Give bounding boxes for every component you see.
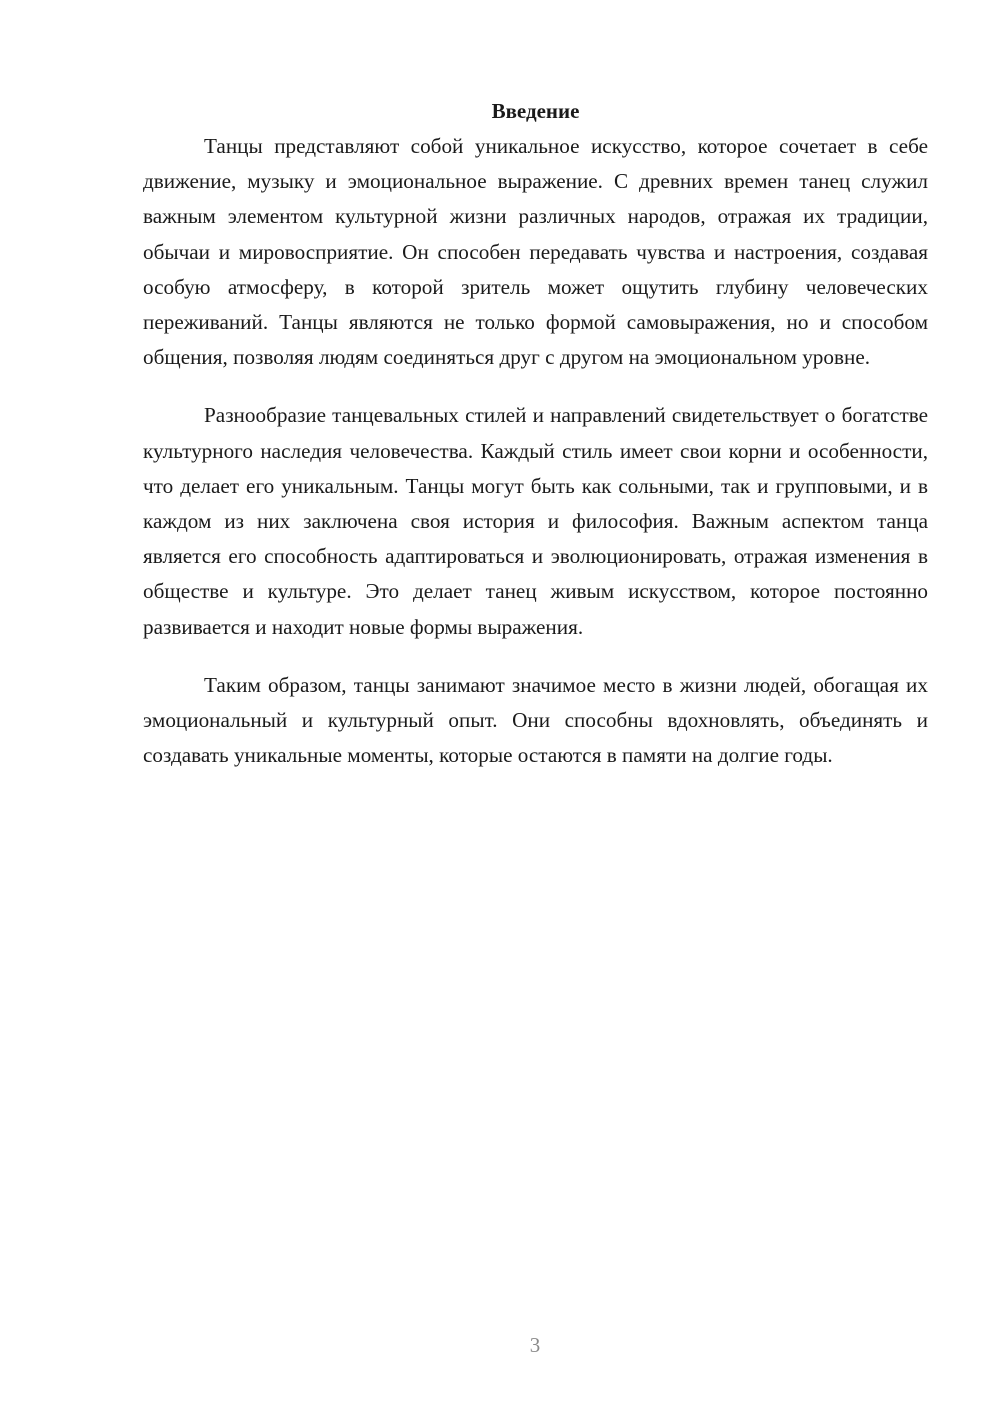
paragraph-2: Разнообразие танцевальных стилей и направлений свидетельствует о богатстве культурного наследия человечества. Каждый стиль имеет свои корни и особенности, что делает его уникальным. Танцы могут быть как сольными, так и групповыми, и в каждом из них заключена своя история и философия. Важным аспектом танца является его способность адаптироваться и эволюционировать, отражая изменения в обществе и культуре. Это делает танец живым искусством, которое постоянно развивается и находит новые формы выражения.: [143, 403, 928, 639]
paragraph-3: Таким образом, танцы занимают значимое место в жизни людей, обогащая их эмоциональный и культурный опыт. Они способны вдохновлять, объединять и создавать уникальные моменты, которые остаются в памяти на долгие годы.: [143, 672, 928, 768]
section-title: Введение: [491, 99, 580, 123]
paragraph-1: Танцы представляют собой уникальное искусство, которое сочетает в себе движение, музыку и эмоциональное выражение. С древних времен танец служил важным элементом культурной жизни различных народов, отражая их традиции, обычаи и мировосприятие. Он способен передавать чувства и настроения, создавая особую атмосферу, в которой зритель может ощутить глубину человеческих переживаний. Танцы являются не только формой самовыражения, но и способом общения, позволяя людям соединяться друг с другом на эмоциональном уровне.: [143, 134, 928, 370]
page-number: 3: [529, 1333, 541, 1357]
document-body: [143, 94, 928, 773]
